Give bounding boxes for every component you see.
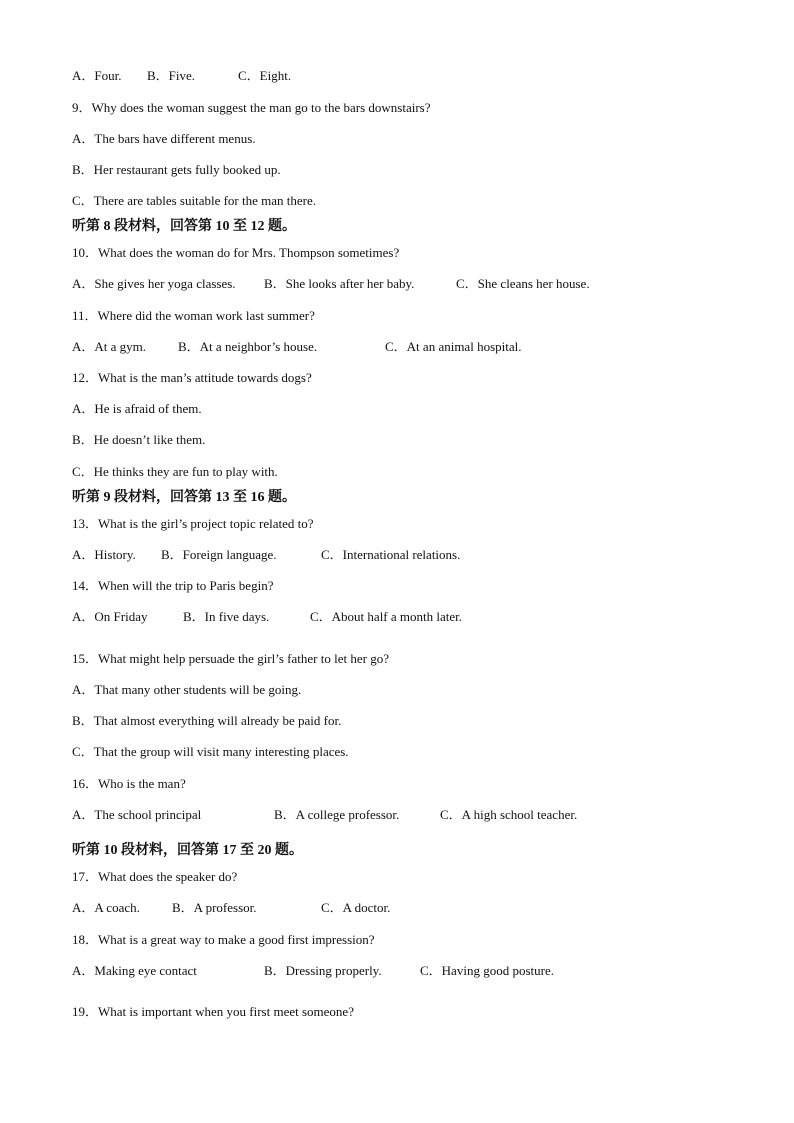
option-b: B．In five days.	[183, 609, 270, 624]
section-heading: 听第 10 段材料，回答第 17 至 20 题。	[72, 843, 303, 858]
question-10: 10．What does the woman do for Mrs. Thompson sometimes?	[72, 245, 400, 260]
option-a: A．Making eye contact	[72, 963, 197, 978]
question-12: 12．What is the man’s attitude towards dogs?	[72, 370, 312, 385]
option-a: A．At a gym.	[72, 339, 147, 354]
option-b: B．Dressing properly.	[264, 963, 382, 978]
question-14: 14．When will the trip to Paris begin?	[72, 578, 274, 593]
option-c: C．International relations.	[321, 547, 461, 562]
option-b: B．At a neighbor’s house.	[178, 339, 318, 354]
option-b: B．A professor.	[172, 900, 257, 915]
option-b: B．He doesn’t like them.	[72, 432, 206, 447]
option-c: C．About half a month later.	[310, 609, 463, 624]
option-c: C．That the group will visit many interesting places.	[72, 744, 349, 759]
option-c: C．There are tables suitable for the man there.	[72, 193, 317, 208]
option-b: B．A college professor.	[274, 807, 400, 822]
option-b: B．Five.	[147, 68, 196, 83]
option-c: C．A high school teacher.	[440, 807, 578, 822]
question-11: 11．Where did the woman work last summer?	[72, 308, 315, 323]
question-19: 19．What is important when you first meet someone?	[72, 1004, 354, 1019]
question-15: 15．What might help persuade the girl’s father to let her go?	[72, 651, 389, 666]
option-a: A．The school principal	[72, 807, 202, 822]
question-9: 9．Why does the woman suggest the man go to the bars downstairs?	[72, 100, 431, 115]
question-17: 17．What does the speaker do?	[72, 869, 238, 884]
option-b: B．She looks after her baby.	[264, 276, 415, 291]
option-b: B．That almost everything will already be paid for.	[72, 713, 342, 728]
option-a: A．On Friday	[72, 609, 148, 624]
option-c: C．He thinks they are fun to play with.	[72, 464, 278, 479]
option-b: B．Foreign language.	[161, 547, 277, 562]
option-a: A．A coach.	[72, 900, 140, 915]
option-a: A．Four.	[72, 68, 122, 83]
option-a: A．History.	[72, 547, 136, 562]
question-13: 13．What is the girl’s project topic related to?	[72, 516, 314, 531]
option-a: A．The bars have different menus.	[72, 131, 256, 146]
section-heading: 听第 9 段材料，回答第 13 至 16 题。	[72, 490, 296, 505]
option-a: A．She gives her yoga classes.	[72, 276, 236, 291]
option-b: B．Her restaurant gets fully booked up.	[72, 162, 281, 177]
option-c: C．A doctor.	[321, 900, 391, 915]
option-c: C．She cleans her house.	[456, 276, 590, 291]
option-a: A．He is afraid of them.	[72, 401, 202, 416]
option-c: C．Having good posture.	[420, 963, 554, 978]
option-c: C．At an animal hospital.	[385, 339, 522, 354]
question-18: 18．What is a great way to make a good first impression?	[72, 932, 375, 947]
option-a: A．That many other students will be going.	[72, 682, 302, 697]
section-heading: 听第 8 段材料，回答第 10 至 12 题。	[72, 219, 296, 234]
question-16: 16．Who is the man?	[72, 776, 186, 791]
option-c: C．Eight.	[238, 68, 292, 83]
